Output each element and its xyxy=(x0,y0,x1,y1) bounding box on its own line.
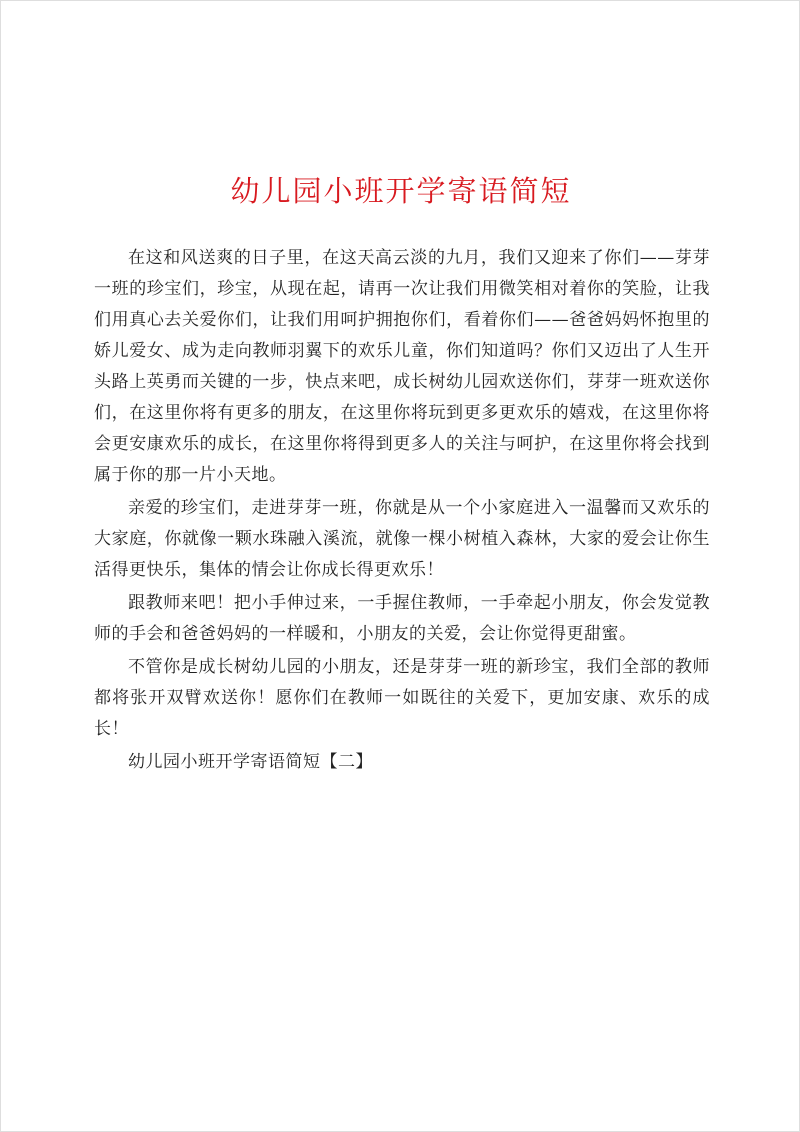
paragraph-2: 亲爱的珍宝们，走进芽芽一班，你就是从一个小家庭进入一温馨而又欢乐的大家庭，你就像一颗水珠融入溪流，就像一棵小树植入森林，大家的爱会让你生活得更快乐，集体的情会让你成长得更欢乐！ xyxy=(94,498,710,580)
section-heading-2: 幼儿园小班开学寄语简短【二】 xyxy=(128,752,373,772)
paragraph-3: 跟教师来吧！把小手伸过来，一手握住教师，一手牵起小朋友，你会发觉教师的手会和爸爸妈妈的一样暖和，小朋友的关爱，会让你觉得更甜蜜。 xyxy=(94,593,710,644)
paragraph-4: 不管你是成长树幼儿园的小朋友，还是芽芽一班的新珍宝，我们全部的教师都将张开双臂欢送你！愿你们在教师一如既往的关爱下，更加安康、欢乐的成长！ xyxy=(94,657,710,739)
paragraph-1: 在这和风送爽的日子里，在这天高云淡的九月，我们又迎来了你们——芽芽一班的珍宝们，珍宝，从现在起，请再一次让我们用微笑相对着你的笑脸，让我们用真心去关爱你们，让我们用呵护拥抱你们，看着你们——爸爸妈妈怀抱里的娇儿爱女、成为走向教师羽翼下的欢乐儿童，你们知道吗？你们又迈出了人生开头路上英勇而关键的一步，快点来吧，成长树幼儿园欢送你们，芽芽一班欢送你们，在这里你将有更多的朋友，在这里你将玩到更多更欢乐的嬉戏，在这里你将会更安康欢乐的成长，在这里你将得到更多人的关注与呵护，在这里你将会找到属于你的那一片小天地。 xyxy=(94,248,710,485)
page-title: 幼儿园小班开学寄语简短 xyxy=(230,174,572,208)
document-body xyxy=(94,243,710,778)
